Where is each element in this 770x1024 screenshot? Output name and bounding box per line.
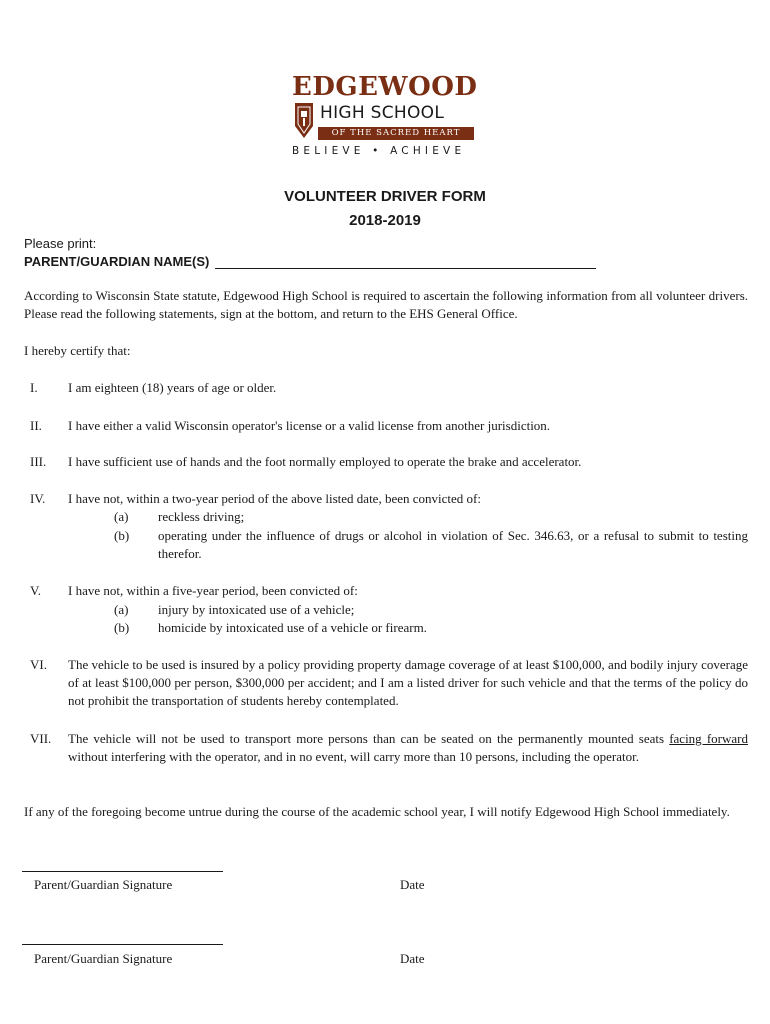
signature-line[interactable] [22, 944, 223, 945]
item-text-part: The vehicle will not be used to transport more persons than can be seated on the permanently mounted seats [68, 731, 665, 746]
logo-band: OF THE SACRED HEART [318, 127, 474, 140]
item-text: I am eighteen (18) years of age or older. [68, 380, 277, 395]
logo-wordmark: EDGEWOOD [292, 72, 478, 102]
intro-paragraph: According to Wisconsin State statute, Edgewood High School is required to ascertain the following information from all volunteer drivers. Please read the following statements, sign at the bottom, and return to the EHS General Office. [24, 288, 748, 321]
item-text-part: without interfering with the operator, and in no event, will carry more than 10 persons, including the operator. [68, 749, 639, 764]
item-number: VII. [30, 731, 52, 746]
signature-label: Parent/Guardian Signature [34, 877, 173, 892]
form-year: 2018-2019 [349, 212, 421, 229]
item-number: V. [30, 583, 41, 598]
parent-name-field[interactable] [215, 268, 596, 269]
item-number: IV. [30, 491, 46, 506]
signature-line[interactable] [22, 871, 223, 872]
date-label: Date [400, 877, 425, 892]
signature-label: Parent/Guardian Signature [34, 951, 173, 966]
item-text: I have either a valid Wisconsin operator's license or a valid license from another jurisdiction. [68, 418, 551, 433]
item-text: I have not, within a two-year period of the above listed date, been convicted of: [68, 491, 481, 506]
item-number: I. [30, 380, 38, 395]
sub-item-text: reckless driving; [158, 509, 245, 524]
sub-item-letter: (a) [114, 509, 129, 524]
sub-item-letter: (b) [114, 620, 130, 635]
shield-crest-icon [294, 102, 314, 140]
item-text: I have sufficient use of hands and the foot normally employed to operate the brake and accelerator. [68, 454, 582, 469]
item-number: III. [30, 454, 47, 469]
form-title: VOLUNTEER DRIVER FORM [284, 188, 486, 205]
item-text: The vehicle to be used is insured by a policy providing property damage coverage of at least $100,000, and bodily injury coverage of at least $100,000 per person, $300,000 per accident; and I am a listed driver for such vehicle and that the terms of the policy do not prohibit the transportation of students hereby contemplated. [68, 657, 748, 708]
logo-subtitle: HIGH SCHOOL [320, 103, 445, 123]
sub-item-text: homicide by intoxicated use of a vehicle or firearm. [158, 620, 427, 635]
closing-paragraph: If any of the foregoing become untrue during the course of the academic school year, I will notify Edgewood High School immediately. [24, 804, 730, 819]
logo-tagline: BELIEVE • ACHIEVE [292, 145, 466, 157]
parent-name-label: PARENT/GUARDIAN NAME(S) [24, 254, 210, 269]
item-text-underlined: facing forward [669, 731, 748, 746]
sub-item-text: injury by intoxicated use of a vehicle; [158, 602, 355, 617]
item-text: I have not, within a five-year period, been convicted of: [68, 583, 358, 598]
sub-item-letter: (a) [114, 602, 129, 617]
sub-item-letter: (b) [114, 528, 130, 543]
item-number: VI. [30, 657, 47, 672]
please-print-label: Please print: [24, 236, 97, 251]
sub-item-text: operating under the influence of drugs or alcohol in violation of Sec. 346.63, or a refusal to submit to testing therefor. [158, 528, 748, 561]
date-label: Date [400, 951, 425, 966]
certify-statement: I hereby certify that: [24, 343, 131, 358]
item-text [68, 730, 748, 766]
school-logo [290, 72, 490, 162]
item-number: II. [30, 418, 42, 433]
